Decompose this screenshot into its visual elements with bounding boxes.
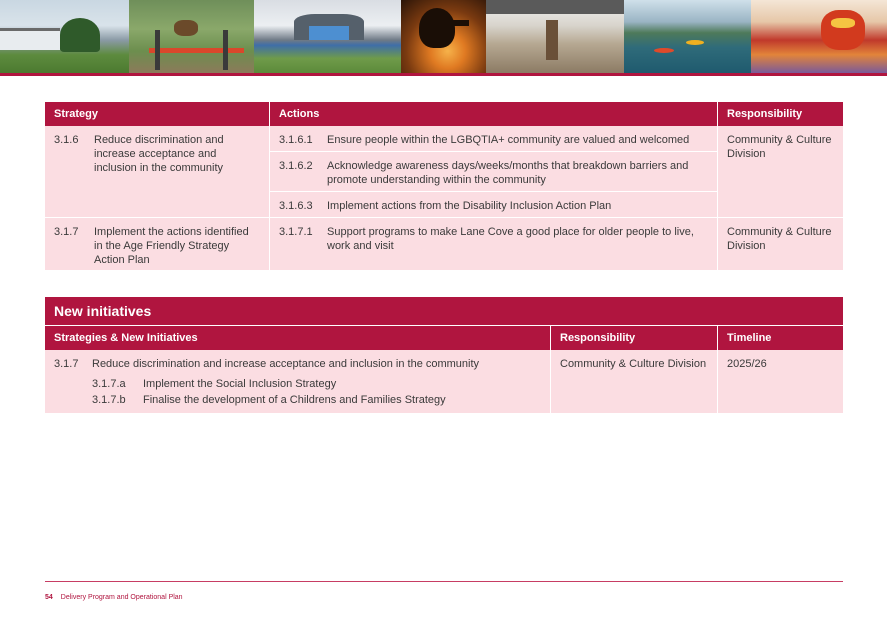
initiative-cell: [45, 350, 550, 413]
photo-community-building: [0, 0, 129, 73]
responsibility-cell: Community & Culture Division: [550, 350, 717, 413]
footer-divider: [45, 581, 843, 582]
sub-initiative-text: Implement the Social Inclusion Strategy: [143, 378, 337, 390]
header-actions: Actions: [269, 102, 717, 126]
initiative-line: [54, 357, 541, 371]
page-number: 54: [45, 594, 53, 601]
sub-initiative: [54, 393, 541, 407]
table-row: [45, 217, 843, 270]
action-item: [270, 151, 717, 191]
photo-dog-agility: [129, 0, 254, 73]
action-item: [270, 126, 717, 151]
header-timeline: Timeline: [717, 326, 843, 350]
initiative-text: Reduce discrimination and increase acceptance and inclusion in the community: [92, 358, 480, 370]
timeline-cell: 2025/26: [717, 350, 843, 413]
strategy-text: Reduce discrimination and increase acceptance and inclusion in the community: [94, 134, 224, 174]
section-title: New initiatives: [45, 297, 843, 325]
new-initiatives-table: [45, 297, 843, 413]
sub-initiative-number: 3.1.7.a: [92, 378, 126, 390]
initiative-number: 3.1.7: [54, 358, 79, 370]
strategy-number: 3.1.6: [54, 134, 79, 146]
photo-outdoor-yoga: [254, 0, 401, 73]
photo-street-plaza: [486, 0, 624, 73]
strategy-text: Implement the actions identified in the Age Friendly Strategy Action Plan: [94, 226, 249, 266]
sub-initiative-number: 3.1.7.b: [92, 394, 126, 406]
action-text: Support programs to make Lane Cove a good place for older people to live, work and visit: [327, 226, 694, 252]
action-item: [270, 191, 717, 217]
strategy-actions-table: [45, 102, 843, 270]
header-strategy: Strategy: [54, 108, 99, 120]
photo-banner: [0, 0, 887, 73]
sub-initiative: [54, 377, 541, 391]
actions-cell: [269, 126, 717, 217]
action-text: Implement actions from the Disability Inclusion Action Plan: [327, 200, 612, 212]
action-number: 3.1.6.1: [279, 134, 313, 146]
header-responsibility: Responsibility: [550, 326, 717, 350]
photo-lion-dance-festival: [751, 0, 887, 73]
header-strategies: Strategies & New Initiatives: [54, 332, 198, 344]
banner-divider: [0, 73, 887, 76]
action-item: [269, 218, 717, 270]
action-text: Ensure people within the LGBQTIA+ community are valued and welcomed: [327, 134, 690, 146]
action-number: 3.1.6.3: [279, 200, 313, 212]
responsibility-cell: Community & Culture Division: [717, 126, 843, 217]
action-text: Acknowledge awareness days/weeks/months that breakdown barriers and promote understanding within the community: [327, 160, 689, 186]
table-row: [45, 126, 843, 217]
sub-initiative-text: Finalise the development of a Childrens and Families Strategy: [143, 394, 446, 406]
strategy-cell: [45, 126, 269, 217]
strategy-cell: [45, 218, 269, 270]
action-number: 3.1.7.1: [279, 226, 313, 238]
photo-kookaburra-sunset: [401, 0, 486, 73]
action-number: 3.1.6.2: [279, 160, 313, 172]
responsibility-cell: Community & Culture Division: [717, 218, 843, 270]
table-header: [45, 326, 843, 350]
header-responsibility: Responsibility: [717, 102, 843, 126]
page-footer: [45, 594, 183, 601]
photo-river-kayaking: [624, 0, 751, 73]
strategy-number: 3.1.7: [54, 226, 79, 238]
table-header: [45, 102, 843, 126]
table-row: [45, 350, 843, 413]
document-title: Delivery Program and Operational Plan: [60, 594, 183, 601]
